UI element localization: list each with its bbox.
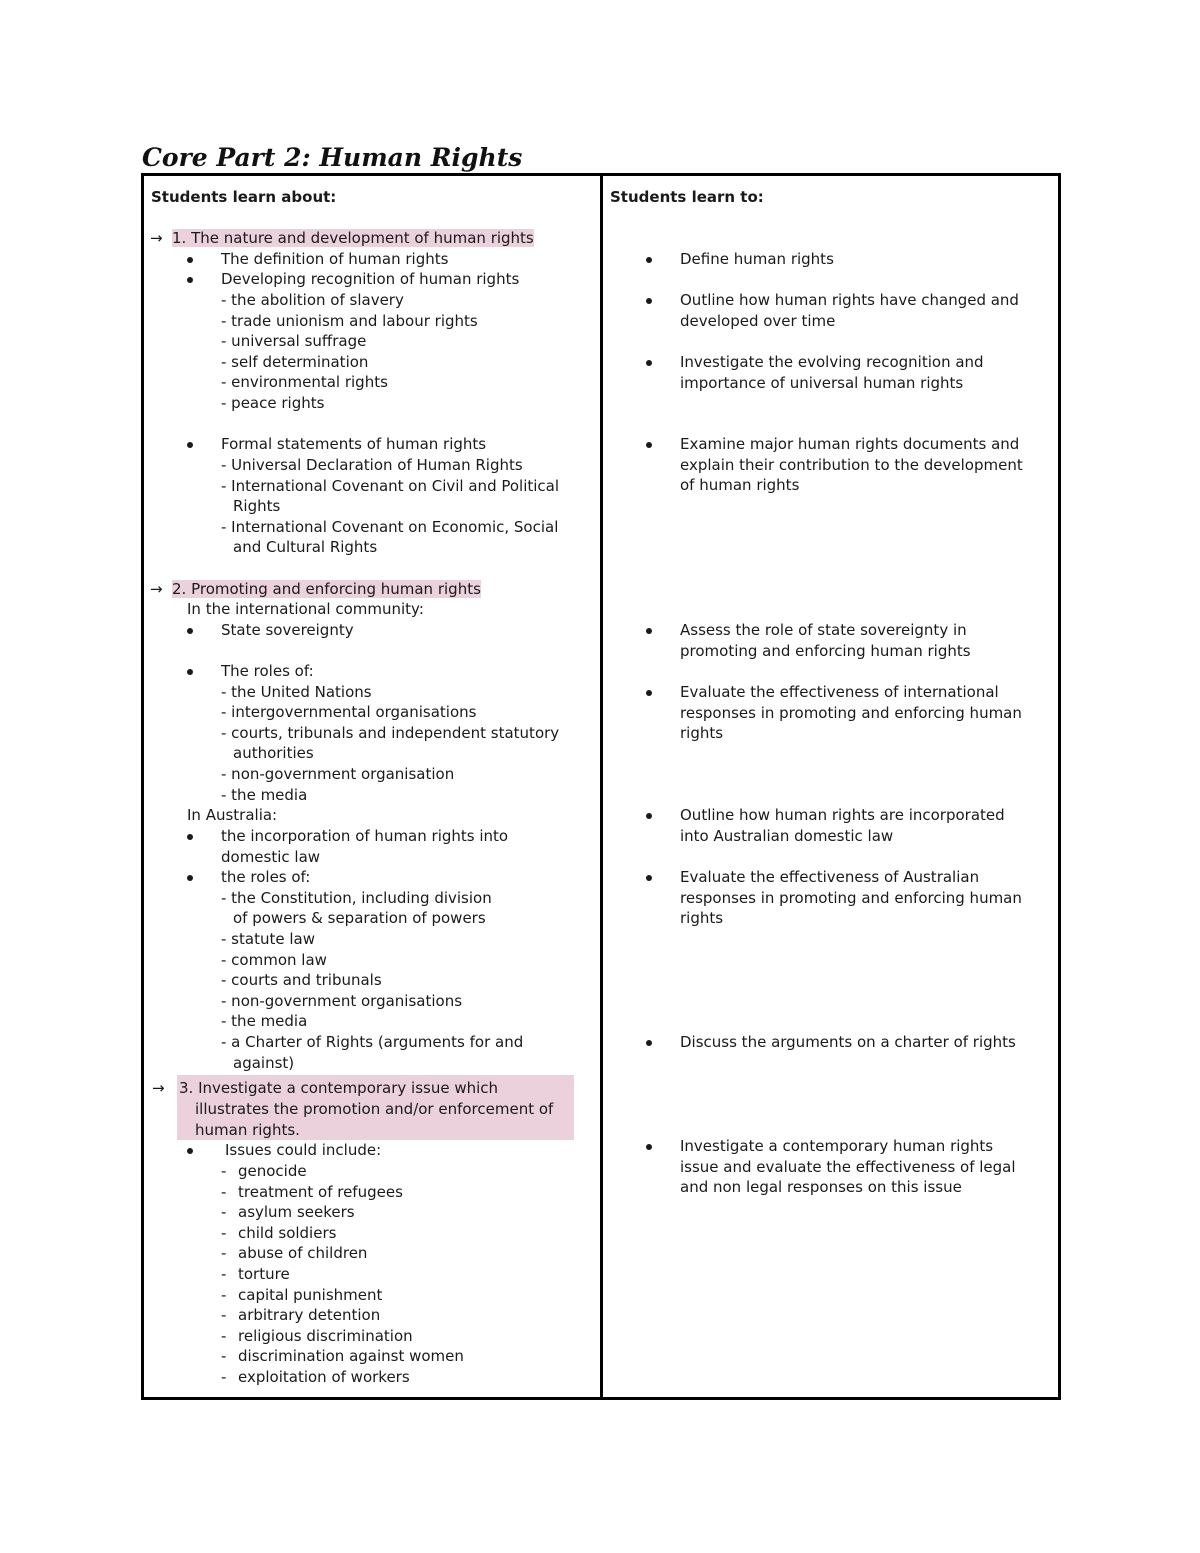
sub-item: - universal suffrage	[221, 332, 367, 350]
bullet-icon	[646, 360, 652, 366]
outcome-line: Investigate a contemporary human rights	[680, 1137, 994, 1155]
outcome-line: importance of universal human rights	[680, 373, 964, 392]
dash-icon: -	[221, 1326, 227, 1345]
outcome-line: into Australian domestic law	[680, 826, 894, 845]
bullet-icon	[187, 628, 193, 634]
sub-item: - Universal Declaration of Human Rights	[221, 456, 523, 474]
outcome-line: responses in promoting and enforcing human	[680, 703, 1022, 722]
issue-item: exploitation of workers	[238, 1368, 410, 1386]
outcome-line: Investigate the evolving recognition and	[680, 353, 984, 371]
bullet-icon	[646, 813, 652, 819]
bullet-icon	[646, 690, 652, 696]
sub-item: - peace rights	[221, 394, 325, 412]
issue-item: religious discrimination	[238, 1326, 413, 1345]
outcome-line: rights	[680, 724, 724, 743]
list-item: State sovereignty	[221, 621, 354, 639]
arrow-icon: →	[150, 580, 163, 598]
dash-icon: -	[221, 1347, 227, 1366]
section3-heading: illustrates the promotion and/or enforcement of	[195, 1100, 554, 1118]
issue-item: capital punishment	[238, 1285, 383, 1304]
outcome-line: developed over time	[680, 311, 836, 330]
bullet-icon	[646, 1144, 652, 1150]
list-item-continued: domestic law	[221, 848, 321, 866]
dash-icon: -	[221, 1306, 227, 1325]
sub-item-continued: against)	[233, 1054, 295, 1072]
dash-icon: -	[221, 1203, 227, 1222]
outcome-line: Evaluate the effectiveness of international	[680, 683, 999, 701]
outcome-line: Outline how human rights are incorporated	[680, 806, 1005, 824]
sub-item-continued: and Cultural Rights	[233, 538, 378, 556]
right-column-header: Students learn to:	[610, 188, 764, 206]
outcome-line: Define human rights	[680, 250, 834, 268]
arrow-icon: →	[152, 1079, 165, 1097]
issue-item: abuse of children	[238, 1244, 368, 1263]
sub-item: - the Constitution, including division	[221, 889, 492, 907]
list-item: Issues could include:	[225, 1141, 382, 1159]
bullet-icon	[187, 257, 193, 263]
dash-icon: -	[221, 1368, 227, 1386]
arrow-icon: →	[150, 229, 163, 247]
sub-item: - International Covenant on Economic, Social	[221, 518, 559, 536]
outcome-line: of human rights	[680, 476, 800, 495]
section3-heading: human rights.	[195, 1121, 300, 1139]
sub-item: - non-government organisation	[221, 765, 455, 783]
list-item: the incorporation of human rights into	[221, 827, 509, 845]
column-divider	[600, 173, 603, 1400]
issue-item: torture	[238, 1265, 290, 1283]
bullet-icon	[646, 875, 652, 881]
issue-item: genocide	[238, 1162, 307, 1180]
issue-item: arbitrary detention	[238, 1306, 381, 1325]
outcome-line: responses in promoting and enforcing human	[680, 888, 1022, 907]
section2-heading: 2. Promoting and enforcing human rights	[172, 580, 481, 598]
dash-icon: -	[221, 1162, 227, 1180]
outcome-line: promoting and enforcing human rights	[680, 641, 971, 660]
sub-item: - environmental rights	[221, 373, 388, 391]
bullet-icon	[646, 1040, 652, 1046]
dash-icon: -	[221, 1265, 227, 1283]
sub-item: - courts and tribunals	[221, 971, 382, 989]
bullet-icon	[187, 277, 193, 283]
left-column-header: Students learn about:	[151, 188, 337, 206]
bullet-icon	[646, 628, 652, 634]
sub-item-continued: Rights	[233, 497, 281, 515]
sub-item: - common law	[221, 951, 327, 969]
bullet-icon	[646, 442, 652, 448]
bullet-icon	[646, 298, 652, 304]
sub-item: - intergovernmental organisations	[221, 703, 477, 721]
outcome-line: rights	[680, 909, 724, 928]
sub-item: - the media	[221, 1012, 308, 1030]
list-item: Developing recognition of human rights	[221, 270, 520, 288]
outcome-line: Assess the role of state sovereignty in	[680, 621, 967, 639]
outcome-line: Outline how human rights have changed and	[680, 291, 1019, 309]
outcome-line: Discuss the arguments on a charter of rights	[680, 1033, 1016, 1051]
section3-heading: 3. Investigate a contemporary issue which	[179, 1079, 499, 1097]
issue-item: child soldiers	[238, 1223, 337, 1242]
dash-icon: -	[221, 1182, 227, 1201]
sub-item: - the abolition of slavery	[221, 291, 404, 309]
australia-label: In Australia:	[187, 806, 278, 824]
bullet-icon	[187, 442, 193, 448]
sub-item: - the United Nations	[221, 683, 372, 701]
sub-item: - statute law	[221, 930, 315, 948]
sub-item: - self determination	[221, 353, 369, 371]
sub-item-continued: of powers & separation of powers	[233, 909, 486, 927]
outcome-line: and non legal responses on this issue	[680, 1178, 962, 1197]
list-item: The definition of human rights	[221, 250, 449, 268]
list-item: the roles of:	[221, 868, 311, 886]
bullet-icon	[187, 1148, 193, 1154]
outcome-line: Evaluate the effectiveness of Australian	[680, 868, 980, 886]
outcome-line: issue and evaluate the effectiveness of legal	[680, 1157, 1016, 1176]
bullet-icon	[646, 257, 652, 263]
sub-item: - the media	[221, 786, 308, 804]
dash-icon: -	[221, 1223, 227, 1242]
dash-icon: -	[221, 1244, 227, 1263]
sub-item-continued: authorities	[233, 744, 314, 762]
sub-item: - trade unionism and labour rights	[221, 312, 478, 330]
bullet-icon	[187, 875, 193, 881]
list-item: The roles of:	[221, 662, 314, 680]
international-label: In the international community:	[187, 600, 424, 618]
issue-item: treatment of refugees	[238, 1182, 403, 1201]
bullet-icon	[187, 669, 193, 675]
page-title: Core Part 2: Human Rights	[142, 143, 523, 172]
sub-item: - non-government organisations	[221, 992, 463, 1010]
sub-item: - a Charter of Rights (arguments for and	[221, 1033, 524, 1051]
list-item: Formal statements of human rights	[221, 435, 487, 453]
dash-icon: -	[221, 1285, 227, 1304]
outcome-line: explain their contribution to the development	[680, 455, 1023, 474]
section1-heading: 1. The nature and development of human rights	[172, 229, 534, 247]
issue-item: asylum seekers	[238, 1203, 355, 1222]
issue-item: discrimination against women	[238, 1347, 464, 1366]
bullet-icon	[187, 834, 193, 840]
outcome-line: Examine major human rights documents and	[680, 435, 1020, 453]
sub-item: - courts, tribunals and independent statutory	[221, 724, 560, 742]
sub-item: - International Covenant on Civil and Political	[221, 477, 560, 495]
